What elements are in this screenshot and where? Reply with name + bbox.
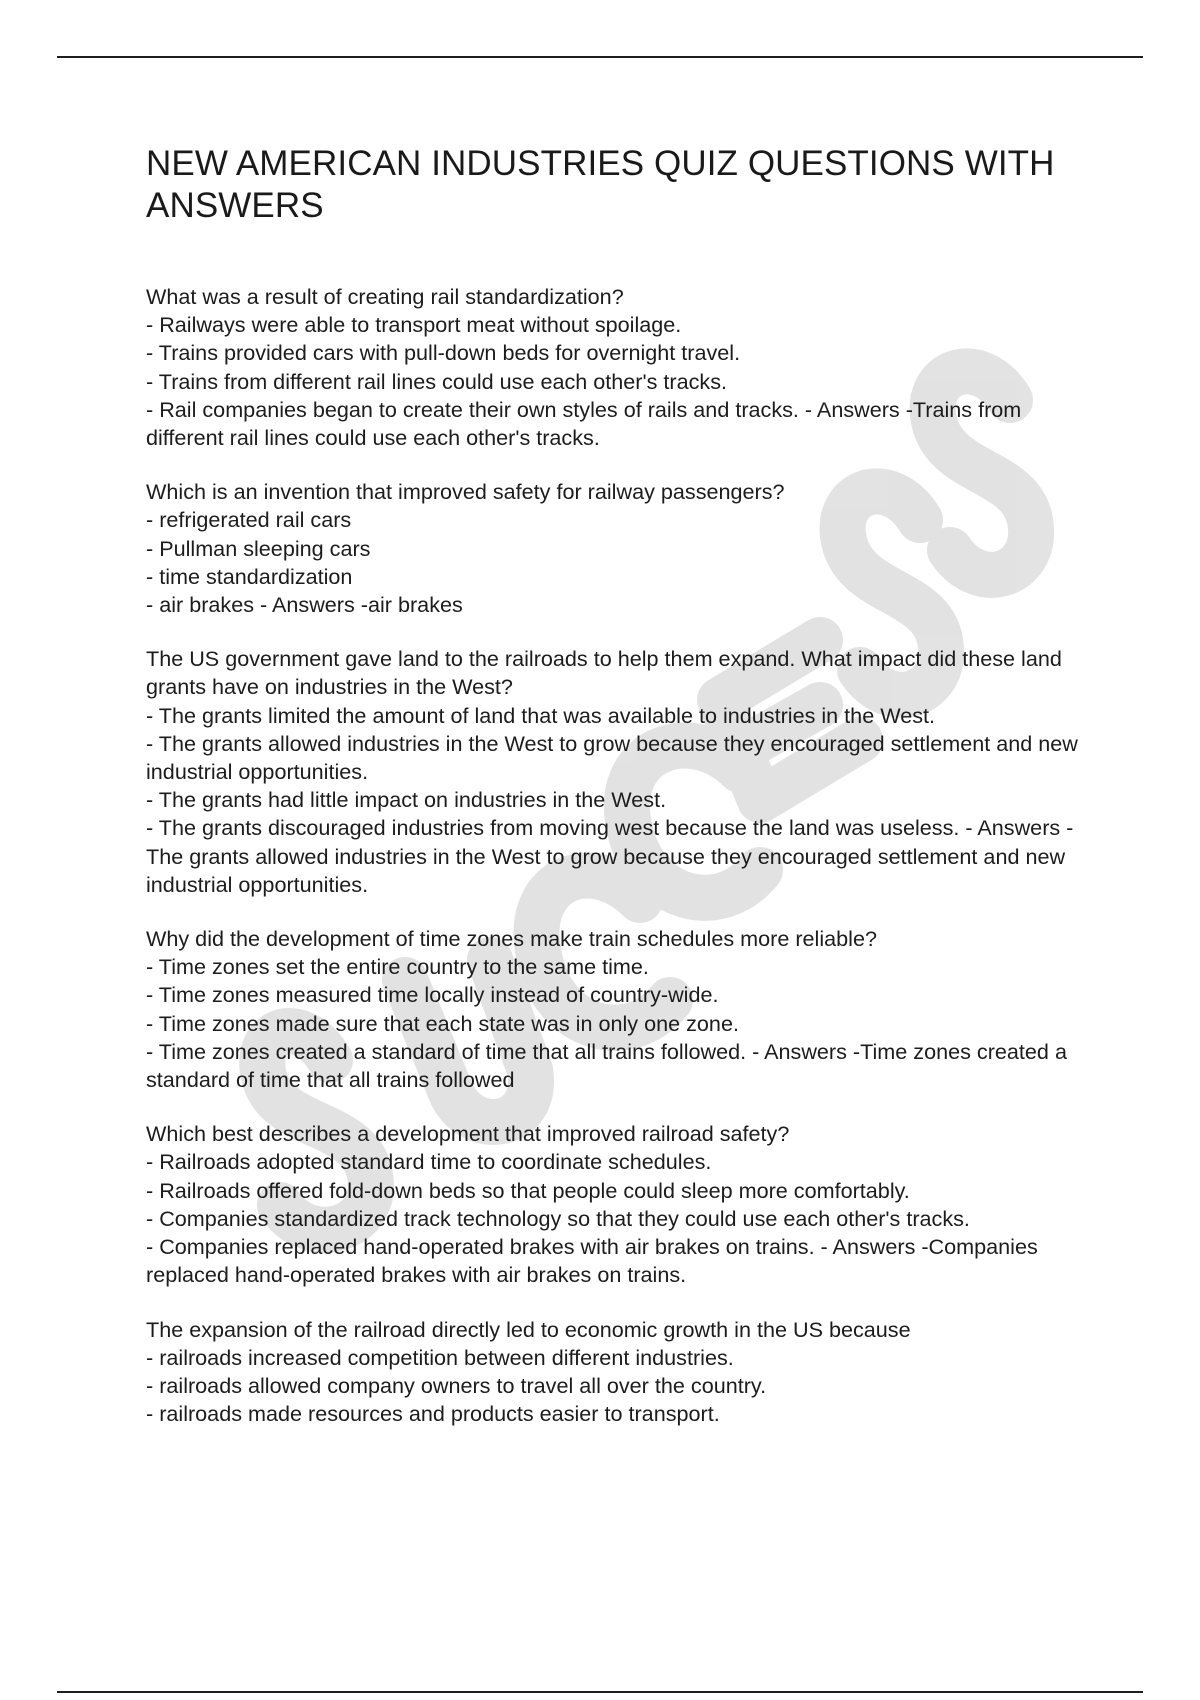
answer-option: - The grants limited the amount of land that was available to industries in the West. [146,702,935,728]
qa-list [146,283,1091,1454]
bottom-rule [57,1691,1143,1693]
answer-option: - Time zones measured time locally instead of country-wide. [146,982,719,1008]
answer-option: - Railways were able to transport meat without spoilage. [146,312,682,338]
answer-option: - refrigerated rail cars [146,507,352,533]
qa-block [146,283,1091,452]
qa-block [146,1316,1091,1429]
answer-option-with-key: - Time zones created a standard of time that all trains followed. - Answers -Time zones created a standard of time that all trains followed [146,1038,1067,1093]
question-text: Which best describes a development that improved railroad safety? [146,1121,790,1147]
answer-option: - Time zones set the entire country to the same time. [146,954,649,980]
answer-option: - Time zones made sure that each state was in only one zone. [146,1010,739,1036]
answer-option: - time standardization [146,563,353,589]
answer-option: - Railroads offered fold-down beds so that people could sleep more comfortably. [146,1177,910,1203]
answer-option-with-key: - Companies replaced hand-operated brakes with air brakes on trains. - Answers -Companies replaced hand-operated brakes with air brakes on trains. [146,1234,1038,1288]
question-text: Which is an invention that improved safety for railway passengers? [146,479,785,505]
question-text: What was a result of creating rail standardization? [146,284,624,309]
answer-option-with-key: - air brakes - Answers -air brakes [146,592,463,618]
qa-block [146,925,1091,1094]
question-text: The expansion of the railroad directly led to economic growth in the US because [146,1316,911,1342]
answer-option: - Companies standardized track technology so that they could use each other's tracks. [146,1205,970,1231]
answer-option: - The grants allowed industries in the West to grow because they encouraged settlement and new industrial opportunities. [146,730,1078,785]
top-rule [57,56,1143,58]
answer-option: - Railroads adopted standard time to coordinate schedules. [146,1149,712,1175]
answer-option: - Pullman sleeping cars [146,535,371,561]
answer-option: - railroads made resources and products easier to transport. [146,1401,720,1427]
question-text: Why did the development of time zones make train schedules more reliable? [146,926,877,952]
answer-option: - railroads increased competition between different industries. [146,1344,734,1370]
qa-block [146,478,1091,619]
question-text: The US government gave land to the railroads to help them expand. What impact did these land grants have on industries in the West? [146,646,1062,700]
answer-option-with-key: - The grants discouraged industries from moving west because the land was useless. - Answers -The grants allowed industries in the West to grow because they encouraged settlement and new industrial opportunities. [146,815,1074,897]
answer-option-with-key: - Rail companies began to create their own styles of rails and tracks. - Answers -Trains from different rail lines could use each other's tracks. [146,396,1022,451]
page-title: NEW AMERICAN INDUSTRIES QUIZ QUESTIONS WITH ANSWERS [146,144,1055,225]
answer-option: - The grants had little impact on industries in the West. [146,787,667,813]
qa-block [146,645,1091,899]
qa-block [146,1120,1091,1289]
answer-option: - Trains from different rail lines could use each other's tracks. [146,368,728,394]
answer-option: - Trains provided cars with pull-down beds for overnight travel. [146,340,741,366]
answer-option: - railroads allowed company owners to travel all over the country. [146,1372,767,1398]
